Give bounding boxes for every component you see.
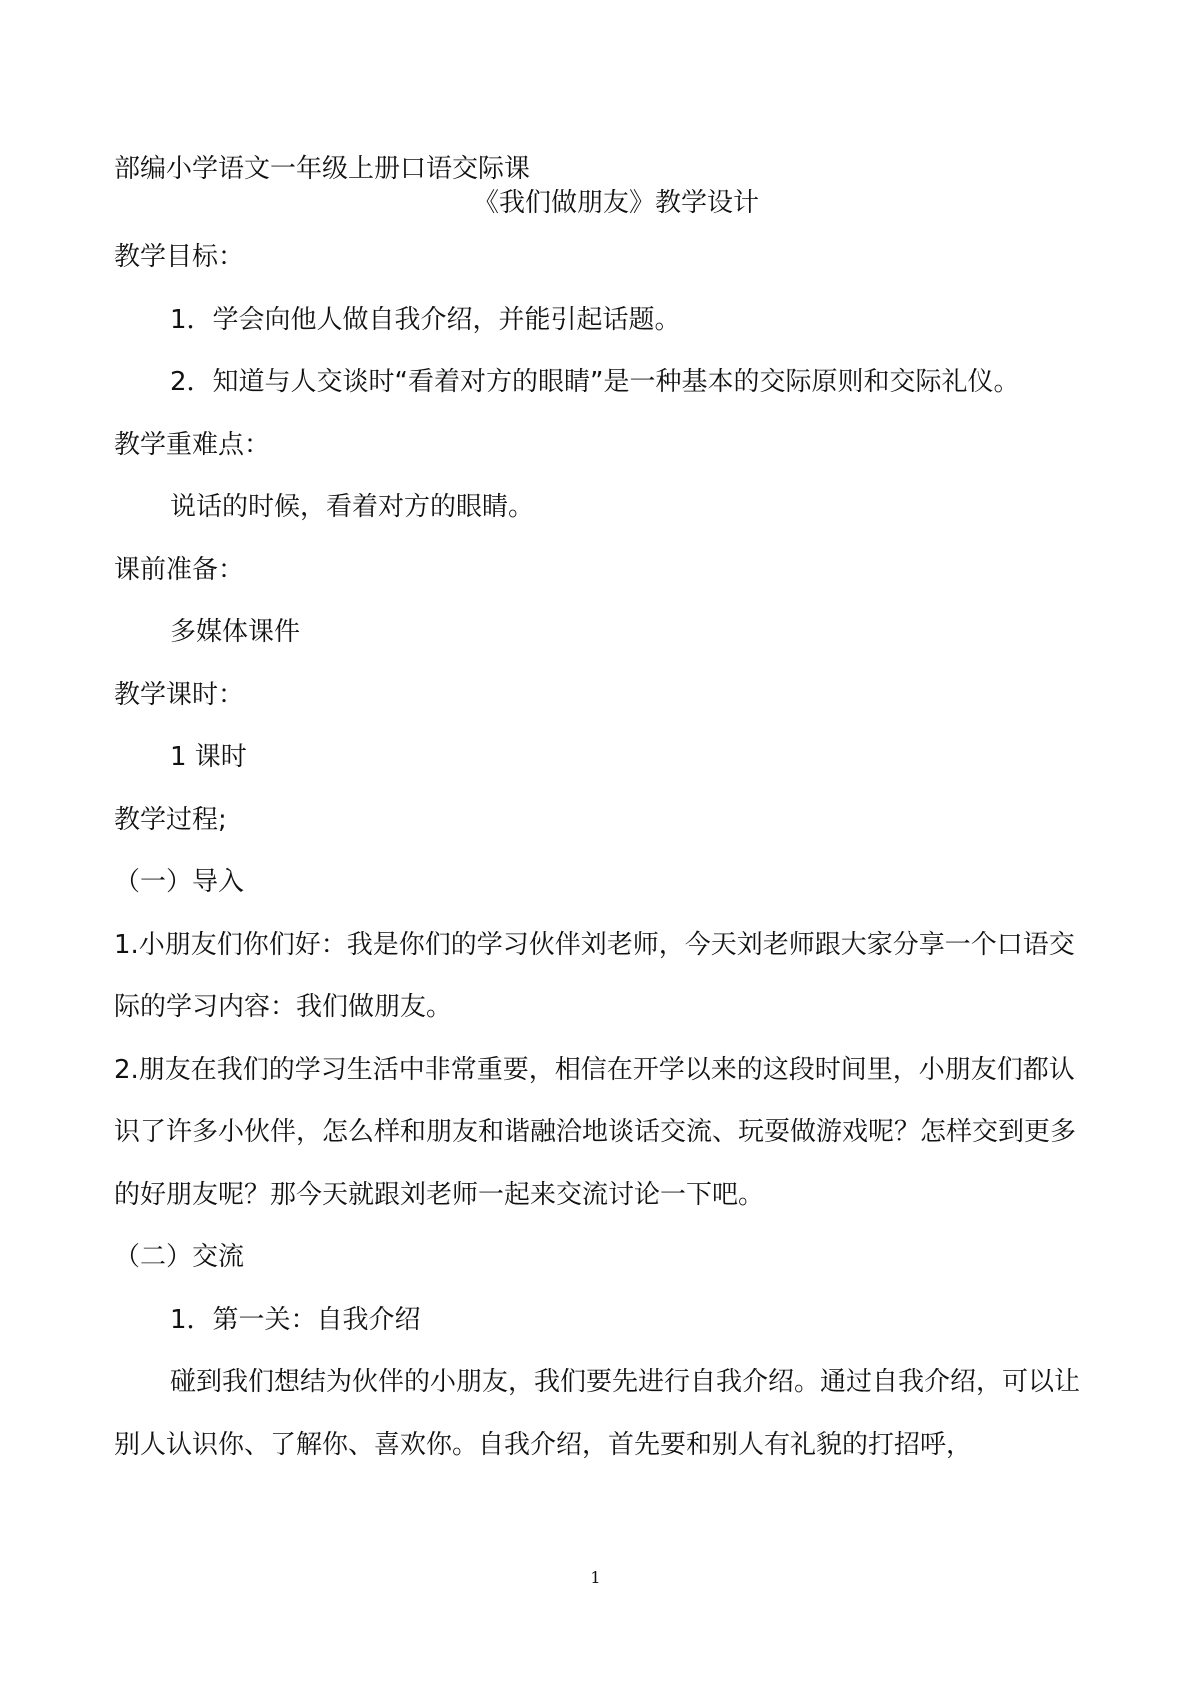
exchange-level-1-text: 碰到我们想结为伙伴的小朋友，我们要先进行自我介绍。通过自我介绍，可以让别人认识你、了解你、喜欢你。自我介绍，首先要和别人有礼貌的打招呼， — [114, 1367, 1081, 1460]
intro-paragraph-2: 2.朋友在我们的学习生活中非常重要，相信在开学以来的这段时间里，小朋友们都认识了许多小伙伴，怎么样和朋友和谐融洽地谈话交流、玩耍做游戏呢？怎样交到更多的好朋友呢？那今天就跟刘老师一起来交流讨论一下吧。 — [114, 1054, 1077, 1210]
document-title-line2: 《我们做朋友》教学设计 — [473, 188, 760, 218]
page-number: 1 — [590, 1568, 601, 1587]
section-heading-key-points: 教学重难点： — [114, 429, 271, 460]
section-heading-objectives: 教学目标： — [114, 242, 245, 272]
section-heading-class-hours: 教学课时： — [114, 679, 245, 710]
intro-paragraph-1: 1.小朋友们你们好：我是你们的学习伙伴刘老师，今天刘老师跟大家分享一个口语交际的学习内容：我们做朋友。 — [114, 929, 1075, 1022]
preparation-text: 多媒体课件 — [170, 617, 301, 647]
exchange-level-1-heading: 1．第一关：自我介绍 — [170, 1304, 421, 1335]
section-heading-preparation: 课前准备： — [114, 554, 245, 585]
subsection-heading-exchange: （二）交流 — [114, 1242, 245, 1272]
objective-item-1: 1．学会向他人做自我介绍，并能引起话题。 — [170, 304, 681, 335]
section-heading-process: 教学过程; — [114, 804, 227, 835]
class-hours-text: 1 课时 — [170, 742, 247, 772]
key-point-text: 说话的时候，看着对方的眼睛。 — [170, 492, 535, 522]
document-body — [114, 226, 1094, 1476]
subsection-heading-intro: （一）导入 — [114, 867, 245, 897]
objective-item-2: 2．知道与人交谈时“看着对方的眼睛”是一种基本的交际原则和交际礼仪。 — [170, 367, 1020, 397]
document-title-line1: 部编小学语文一年级上册口语交际课 — [114, 154, 531, 184]
